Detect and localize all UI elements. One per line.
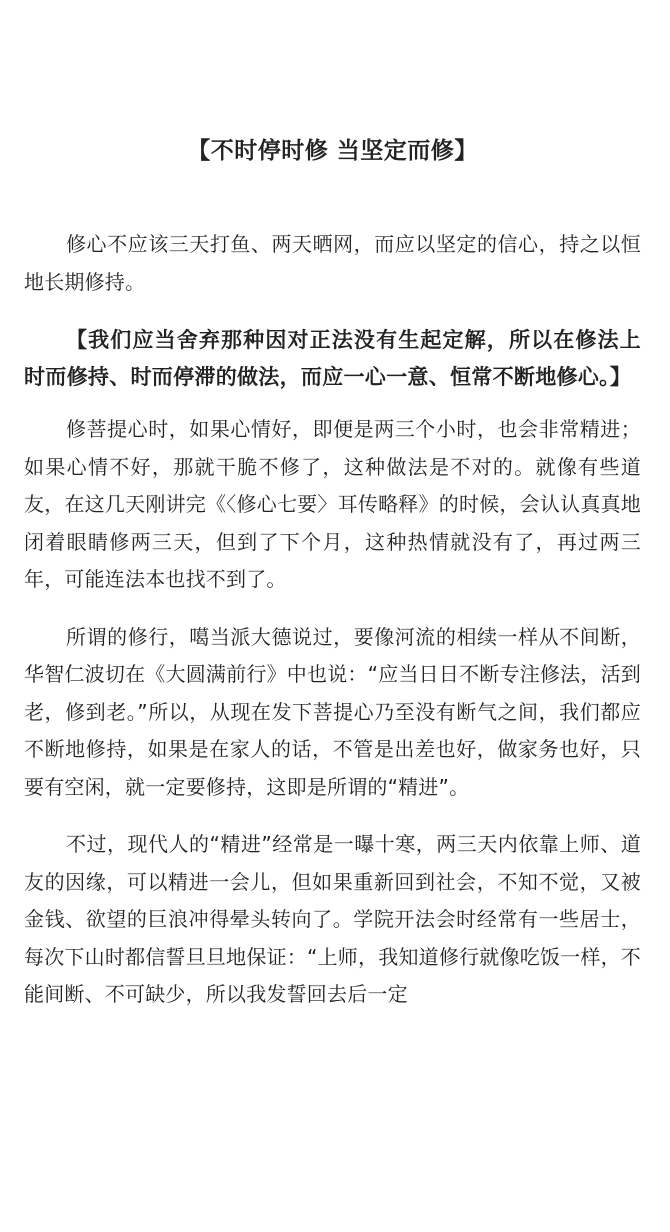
quote-paragraph: 【我们应当舍弃那种因对正法没有生起定解，所以在修法上时而修持、时而停滞的做法，而应一心一意、恒常不断地修心。】 xyxy=(24,327,641,389)
paragraph-1: 修心不应该三天打鱼、两天晒网，而应以坚定的信心，持之以恒地长期修持。 xyxy=(24,232,641,294)
article-title: 【不时停时修 当坚定而修】 xyxy=(187,137,478,164)
paragraph-4: 不过，现代人的“精进”经常是一曝十寒，两三天内依靠上师、道友的因缘，可以精进一会儿，但如果重新回到社会，不知不觉，又被金钱、欲望的巨浪冲得晕头转向了。学院开法会时经常有一些居士，每次下山时都信誓旦旦地保证：“上师，我知道修行就像吃饭一样，不能间断、不可缺少，所以我发誓回去后一定 xyxy=(24,832,641,1006)
article xyxy=(24,128,641,1034)
paragraph-3: 所谓的修行，噶当派大德说过，要像河流的相续一样从不间断，华智仁波切在《大圆满前行》中也说：“应当日日不断专注修法，活到老，修到老。”所以，从现在发下菩提心乃至没有断气之间，我们都应不断地修持，如果是在家人的话，不管是出差也好，做家务也好，只要有空闲，就一定要修持，这即是所谓的“精进”。 xyxy=(24,624,641,799)
paragraph-2: 修菩提心时，如果心情好，即便是两三个小时，也会非常精进；如果心情不好，那就干脆不修了，这种做法是不对的。就像有些道友，在这几天刚讲完《〈修心七要〉耳传略释》的时候，会认认真真地闭着眼睛修两三天，但到了下个月，这种热情就没有了，再过两三年，可能连法本也找不到了。 xyxy=(24,417,641,591)
